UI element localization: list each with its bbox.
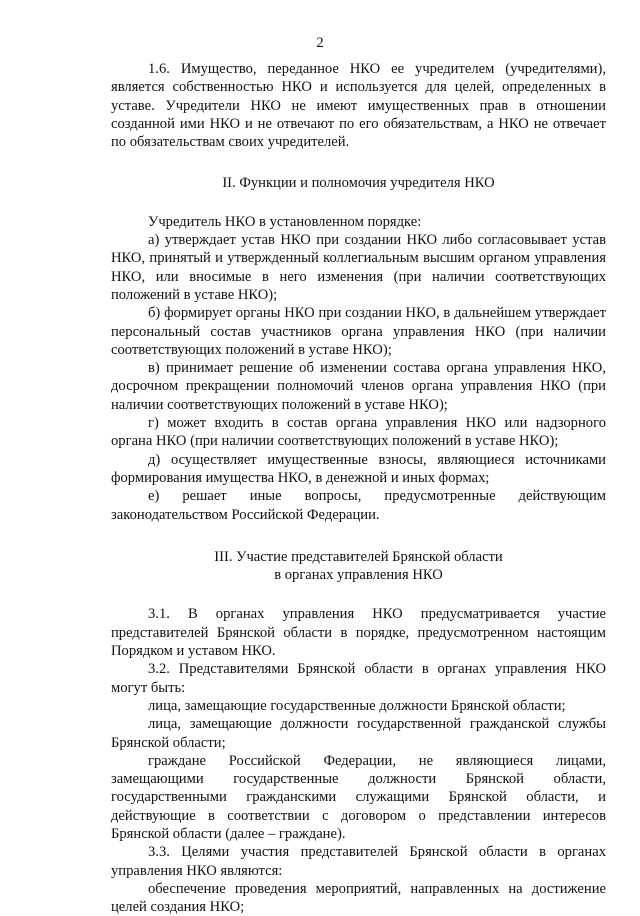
section-2-intro: Учредитель НКО в установленном порядке: [148,213,422,230]
function-item-d: д) осуществляет имущественные взносы, являющиеся источниками формирования имущества НКО, в денежной и иных формах; [111,451,606,486]
paragraph-3-3: 3.3. Целями участия представителей Брянской области в органах управления НКО являются: [111,844,606,879]
paragraph-1-6: 1.6. Имущество, переданное НКО ее учредителем (учредителями), является собственностью НКО и используется для целей, определенных в уставе. Учредители НКО не имеют имущественных прав в отношении созданной ими НКО и не отвечают по его обязательствам, а НКО не отвечает по обязательствам своих учредителей. [111,61,606,151]
representative-item: граждане Российской Федерации, не являющиеся лицами, замещающими государственные должности Брянской области, государственными гражданскими служащими Брянской области, и действующие в соответствии с договором о представлении интересов Брянской области (далее – граждане). [111,752,606,842]
function-item-v: в) принимает решение об изменении состава органа управления НКО, досрочном прекращении полномочий членов органа управления НКО (при наличии соответствующих положений в уставе НКО); [111,360,606,413]
function-item-e: е) решает иные вопросы, предусмотренные действующим законодательством Российской Федерации. [111,488,606,523]
paragraph-3-1: 3.1. В органах управления НКО предусматривается участие представителей Брянской области в порядке, предусмотренном настоящим Порядком и уставом НКО. [111,606,606,660]
paragraph-3-2: 3.2. Представителями Брянской области в органах управления НКО могут быть: [111,661,606,696]
document-body [111,60,606,916]
section-2-heading: II. Функции и полномочия учредителя НКО [222,175,495,192]
function-item-a: а) утверждает устав НКО при создании НКО либо согласовывает устав НКО, принятый и утвержденный коллегиальным высшим органом управления НКО, или вносимые в него изменения (при наличии соответствующих положений в уставе НКО); [111,232,606,303]
function-item-g: г) может входить в состав органа управления НКО или надзорного органа НКО (при наличии соответствующих положений в уставе НКО); [111,415,606,450]
page-number: 2 [316,35,324,51]
section-3-heading-line-2: в органах управления НКО [274,567,443,584]
section-3-heading-line-1: III. Участие представителей Брянской области [214,548,503,565]
representative-item: лица, замещающие должности государственной гражданской службы Брянской области; [111,716,606,751]
goal-item: обеспечение проведения мероприятий, направленных на достижение целей создания НКО; [111,880,606,916]
function-item-b: б) формирует органы НКО при создании НКО, в дальнейшем утверждает персональный состав участников органа управления НКО (при наличии соответствующих положений в уставе НКО); [111,305,606,358]
representative-item: лица, замещающие государственные должности Брянской области; [148,697,566,714]
